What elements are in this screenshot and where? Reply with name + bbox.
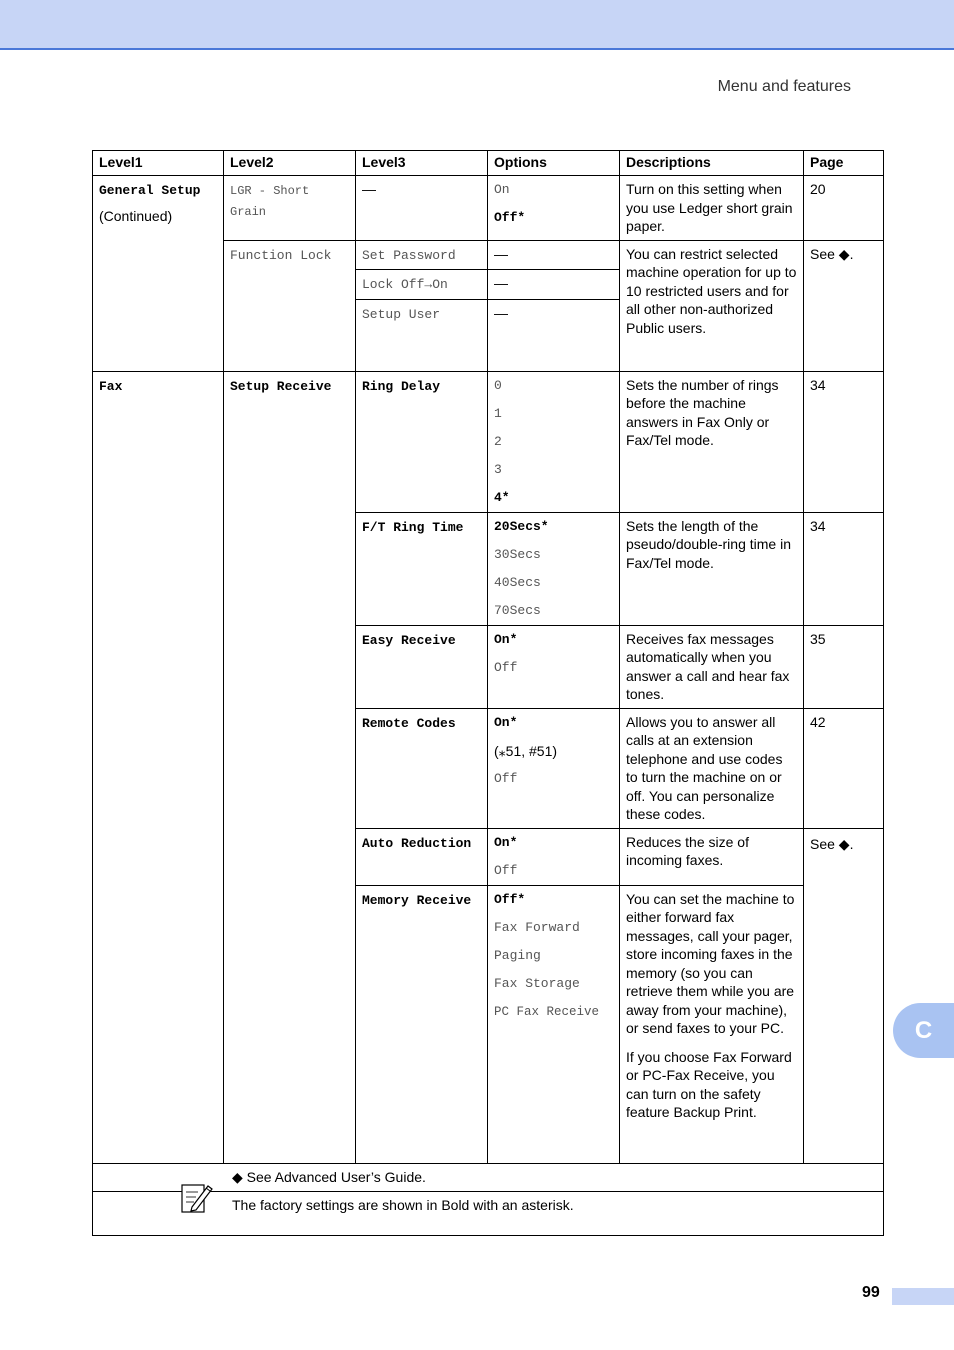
level3-memory-receive: Memory Receive — [362, 892, 472, 908]
level2-function-lock: Function Lock — [230, 247, 332, 263]
level3-cell — [356, 270, 488, 300]
level3-cell — [356, 299, 488, 371]
table-row — [93, 371, 884, 512]
level3-cell — [356, 512, 488, 625]
page-cell: 35 — [804, 625, 884, 708]
option: 40Secs — [494, 574, 541, 590]
level3-easy-receive: Easy Receive — [362, 632, 456, 648]
option-default: 20Secs* — [494, 518, 549, 534]
description-cell — [620, 885, 804, 1163]
page-cell: See ◆. — [804, 828, 884, 1163]
option: Fax Forward — [494, 919, 580, 935]
option: Off — [494, 862, 518, 878]
top-banner — [0, 0, 954, 50]
level1-fax: Fax — [99, 378, 123, 394]
option-default: On* — [494, 834, 518, 850]
option-default: On* — [494, 631, 518, 647]
level2-cell — [224, 176, 356, 241]
description-cell: Sets the length of the pseudo/double-ring time in Fax/Tel mode. — [620, 512, 804, 625]
options-cell — [488, 708, 620, 828]
page-cell: 34 — [804, 371, 884, 512]
options-cell — [488, 625, 620, 708]
table-header-row — [93, 151, 884, 176]
option: Off — [494, 770, 518, 786]
option: 0 — [494, 377, 502, 393]
level3-cell: — — [356, 176, 488, 241]
option: 30Secs — [494, 546, 541, 562]
option: 3 — [494, 461, 502, 477]
level3-ft-ring-time: F/T Ring Time — [362, 519, 464, 535]
page-number: 99 — [862, 1284, 880, 1301]
note-text: The factory settings are shown in Bold with an asterisk. — [93, 1191, 884, 1235]
page-cell: See ◆. — [804, 240, 884, 371]
footnote: ◆ See Advanced User’s Guide. — [93, 1163, 884, 1191]
level1-general-setup: General Setup — [99, 183, 201, 198]
option-codes: (⁎51, #51) — [494, 742, 558, 759]
description-cell: Reduces the size of incoming faxes. — [620, 828, 804, 885]
option: 70Secs — [494, 602, 541, 618]
level3-ring-delay: Ring Delay — [362, 378, 441, 394]
page-number-bar — [892, 1288, 954, 1305]
option-default: 4* — [494, 489, 510, 505]
note-pencil-icon — [180, 1180, 214, 1214]
option: Fax Storage — [494, 975, 580, 991]
option: On — [494, 182, 510, 197]
level3-cell — [356, 708, 488, 828]
level1-cell — [93, 176, 224, 372]
page-cell: 42 — [804, 708, 884, 828]
option: PC Fax Receive — [494, 1004, 600, 1019]
level1-continued: (Continued) — [99, 207, 173, 224]
page-cell: 20 — [804, 176, 884, 241]
options-cell — [488, 512, 620, 625]
col-header: Level2 — [224, 151, 356, 176]
level2-lgr: LGR - Short Grain — [230, 184, 310, 219]
option: Paging — [494, 947, 541, 963]
description-cell: You can restrict selected machine operation for up to 10 restricted users and for all other non-authorized Public users. — [620, 240, 804, 371]
page-header-title: Menu and features — [717, 78, 851, 95]
option-default: Off* — [494, 891, 526, 907]
description-text-2: If you choose Fax Forward or PC-Fax Receive, you can turn on the safety feature Backup Print. — [626, 1048, 792, 1120]
level3-cell — [356, 828, 488, 885]
description-text: You can set the machine to either forward fax messages, call your pager, store incoming faxes in the memory (so you can retrieve them while you are away from your machine), or send faxes to your PC. — [626, 890, 795, 1036]
option: Off — [494, 659, 518, 675]
option: 1 — [494, 405, 502, 421]
level3-cell — [356, 625, 488, 708]
page-cell: 34 — [804, 512, 884, 625]
level3-cell — [356, 371, 488, 512]
col-header: Page — [804, 151, 884, 176]
chapter-tab: C — [893, 1003, 954, 1058]
col-header: Level3 — [356, 151, 488, 176]
level3-remote-codes: Remote Codes — [362, 715, 456, 731]
level3-cell — [356, 240, 488, 270]
options-cell: — — [488, 270, 620, 300]
level2-cell — [224, 371, 356, 1163]
options-cell — [488, 371, 620, 512]
option: 2 — [494, 433, 502, 449]
level3-auto-reduction: Auto Reduction — [362, 835, 472, 851]
col-header: Descriptions — [620, 151, 804, 176]
options-cell — [488, 176, 620, 241]
col-header: Options — [488, 151, 620, 176]
level3-cell — [356, 885, 488, 1163]
description-cell: Turn on this setting when you use Ledger short grain paper. — [620, 176, 804, 241]
level2-setup-receive: Setup Receive — [230, 378, 332, 394]
description-cell: Receives fax messages automatically when you answer a call and hear fax tones. — [620, 625, 804, 708]
level1-cell — [93, 371, 224, 1163]
option-default: Off* — [494, 210, 526, 225]
level3-set-password: Set Password — [362, 247, 456, 263]
options-cell — [488, 885, 620, 1163]
option-default: On* — [494, 714, 518, 730]
level3-lock-off-on: Lock Off→On — [362, 277, 448, 292]
options-cell — [488, 828, 620, 885]
description-cell: Sets the number of rings before the machine answers in Fax Only or Fax/Tel mode. — [620, 371, 804, 512]
table-row — [93, 176, 884, 241]
menu-table — [92, 150, 884, 1236]
level2-cell — [224, 240, 356, 371]
description-cell: Allows you to answer all calls at an extension telephone and use codes to turn the machine on or off. You can personalize these codes. — [620, 708, 804, 828]
col-header: Level1 — [93, 151, 224, 176]
options-cell: — — [488, 299, 620, 371]
options-cell: — — [488, 240, 620, 270]
level3-setup-user: Setup User — [362, 306, 441, 322]
